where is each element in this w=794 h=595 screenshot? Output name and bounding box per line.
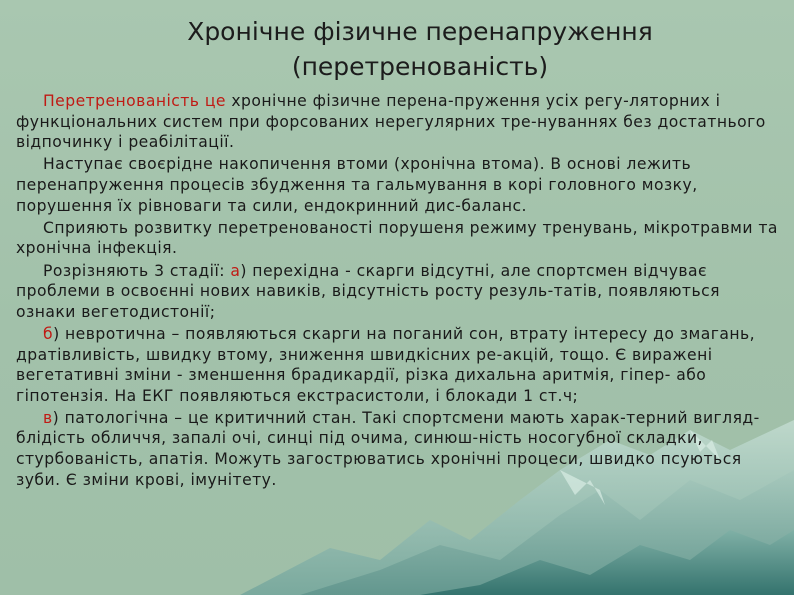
stage-b-text: ) невротична – появляються скарги на поганий сон, втрату інтересу до змагань, дратівливість, швидку втому, зниження швидкісних ре-акцій, тощо. Є виражені вегетативні зміни - зменшення брадикардії, різка дихальна аритмія, гіпер- або гіпотензія. На ЕКГ появляються екстрасистоли, і блокади 1 ст.ч; — [16, 324, 756, 405]
definition-text: хронічне фізичне перена-пруження усіх регу-ляторних і функціональних систем при форсованих нерегулярних тре-нуваннях без достатнього відпочинку і реабілітації. — [16, 92, 766, 152]
stage-a-letter: а — [230, 261, 241, 280]
slide-title — [90, 14, 750, 84]
paragraph-stage-a — [16, 261, 778, 323]
fatigue-text: Наступає своєрідне накопичення втоми (хронічна втома). В основі лежить перенапруження процесів збудження та гальмування в корі головного мозку, порушення їх рівноваги та сили, ендокринний дис-баланс. — [16, 155, 698, 215]
title-line-2: (перетренованість) — [291, 52, 549, 81]
stage-b-letter: б — [43, 324, 54, 343]
paragraph-fatigue — [16, 154, 778, 216]
paragraph-stage-b — [16, 324, 778, 406]
paragraph-definition — [16, 91, 778, 153]
defined-term: Перетренованість це — [43, 92, 226, 110]
factors-text: Сприяють розвитку перетренованості порушеня режиму тренувань, мікротравми та хронічна інфекція. — [16, 218, 778, 258]
paragraph-factors — [16, 218, 778, 259]
slide-body — [16, 91, 778, 492]
title-line-1: Хронічне фізичне перенапруження — [187, 17, 653, 46]
stage-c-text: ) патологічна – це критичний стан. Такі спортсмени мають харак-терний вигляд- блідість обличчя, запалі очі, синці під очима, синюш-ність носогубної складки, стурбованість, апатія. Можуть загострюватись хронічні процеси, швидко псуються зуби. Є зміни крові, імунітету. — [16, 408, 760, 489]
stage-c-letter: в — [43, 408, 53, 427]
stage-a-text: ) перехідна - скарги відсутні, але спортсмен відчуває проблеми в освоєнні нових навиків, відсутність росту резуль-татів, появляються ознаки вегетодистонії; — [16, 261, 720, 321]
paragraph-stage-c — [16, 408, 778, 490]
stages-lead: Розрізняють 3 стадії: — [43, 261, 231, 280]
